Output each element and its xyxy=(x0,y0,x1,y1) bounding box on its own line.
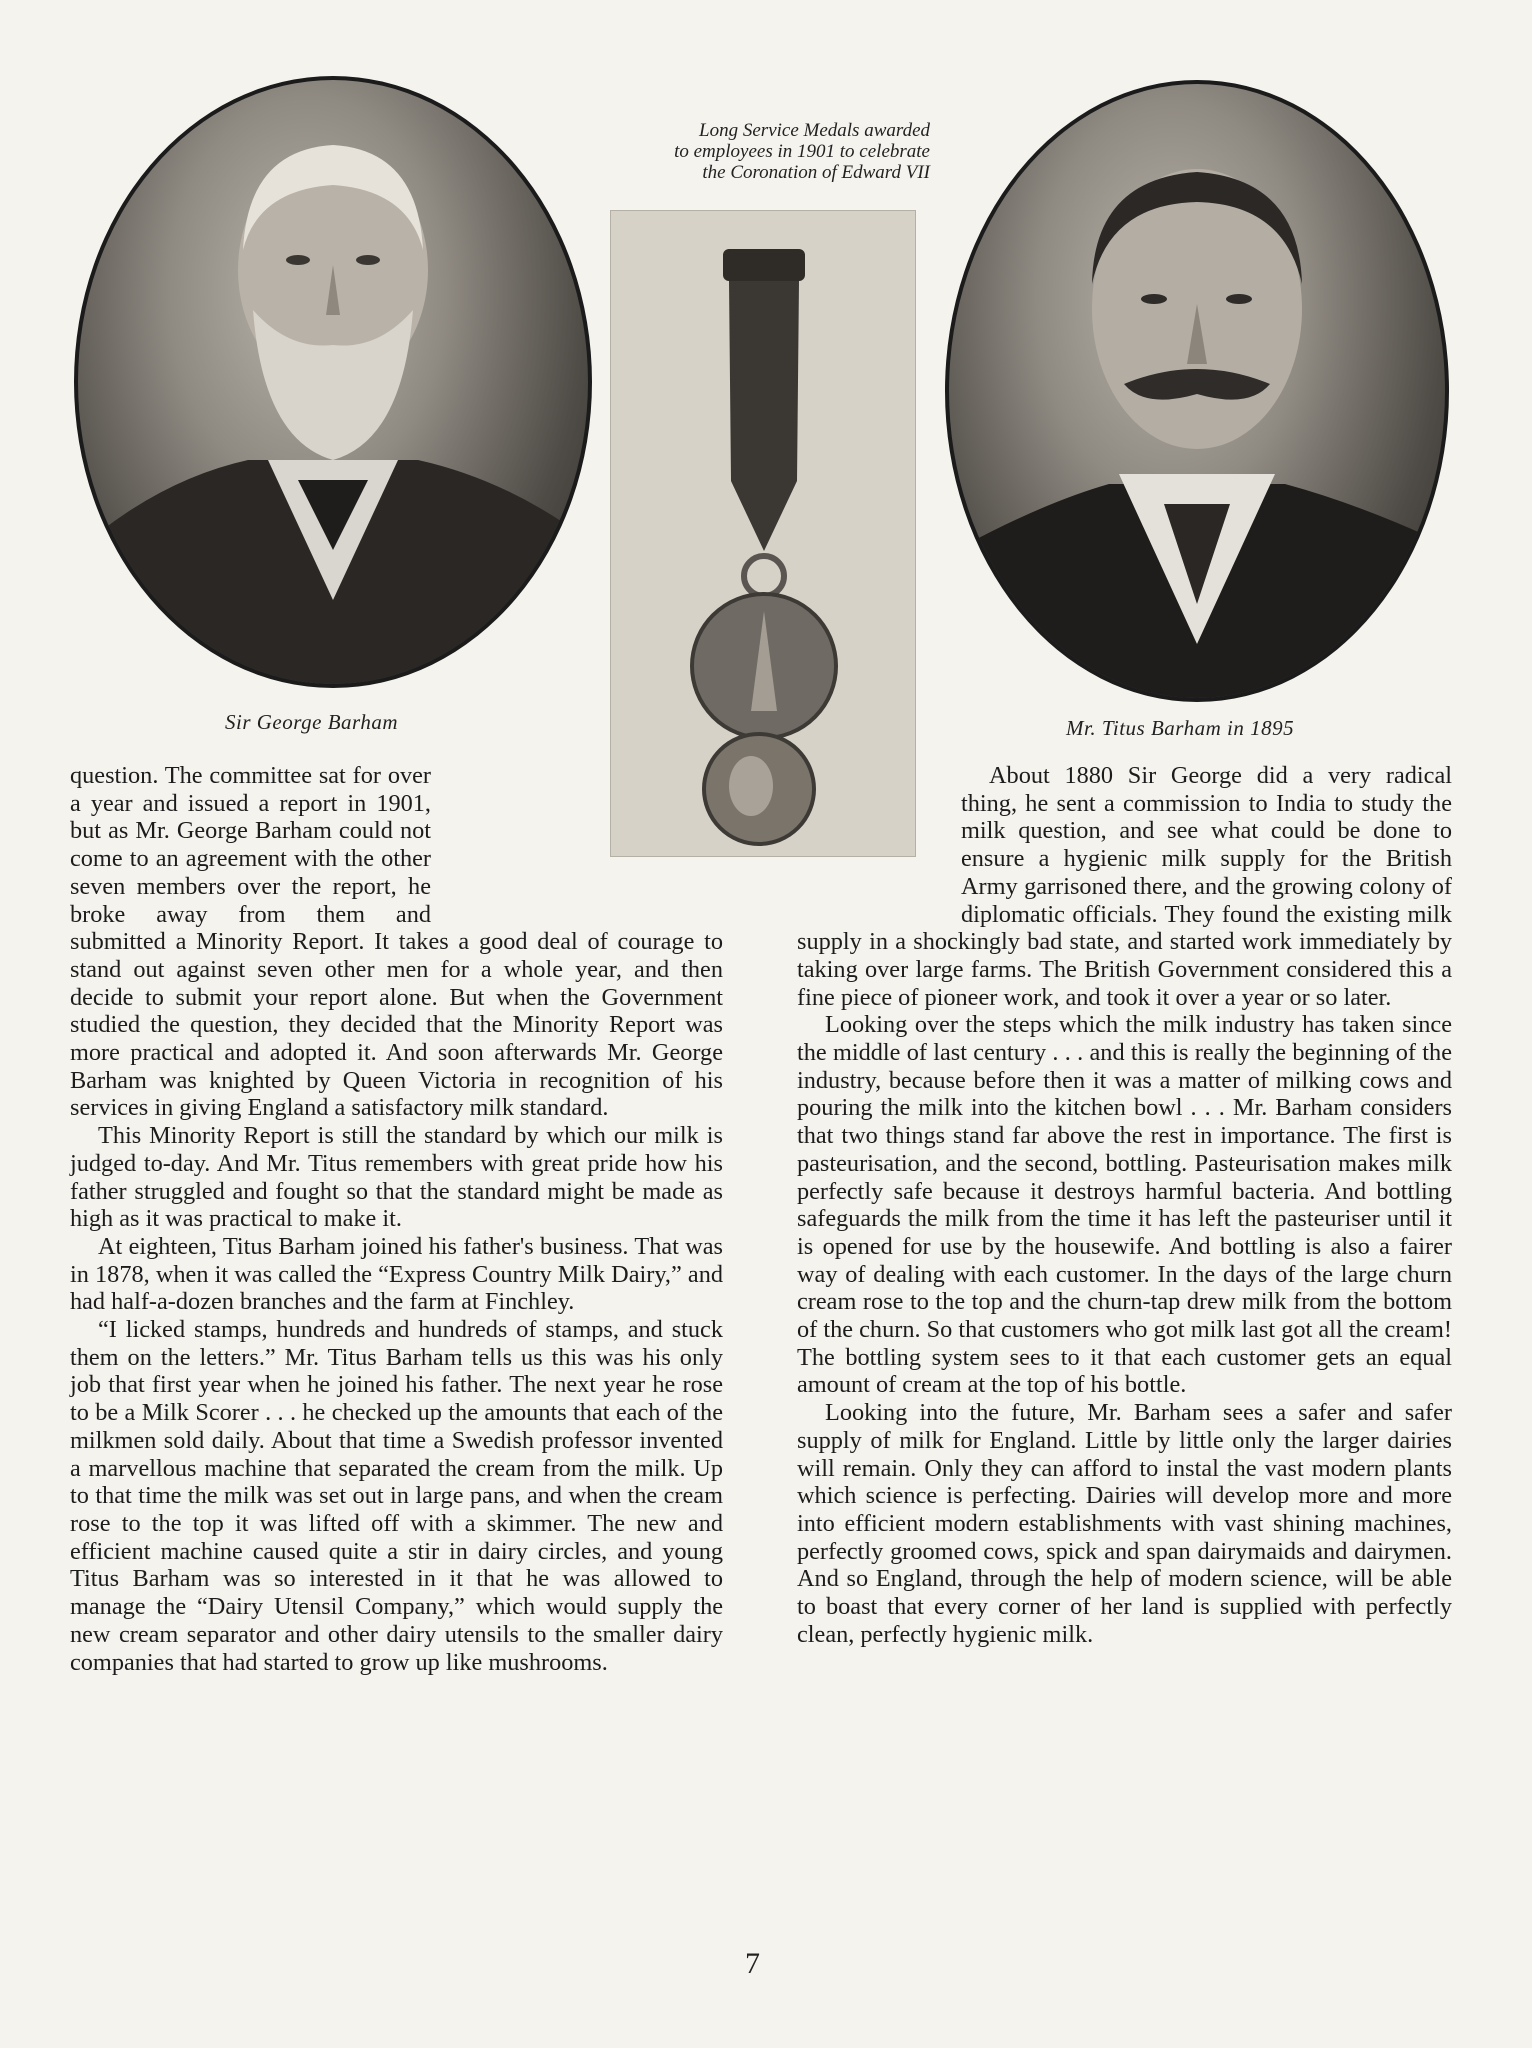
portrait-sir-george-barham xyxy=(74,76,592,688)
portrait-photo-icon xyxy=(78,80,588,684)
left-paragraph-2: This Minority Report is still the standard by which our milk is judged to-day. And Mr. Titus remembers with great pride how his father struggled and fought so that the standard might be made as high as it was practical to make it. xyxy=(70,1122,723,1233)
left-paragraph-4: “I licked stamps, hundreds and hundreds of stamps, and stuck them on the letters.” Mr. Titus Barham tells us this was his only job that first year when he joined his father. The next year he rose to be a Milk Scorer . . . he checked up the amounts that each of the milkmen sold daily. About that time a Swedish professor invented a marvellous machine that separated the cream from the milk. Up to that time the milk was set out in large pans, and when the cream rose to the top it was lifted off with a skimmer. The new and efficient machine caused quite a stir in dairy circles, and young Titus Barham was so interested in it that he was allowed to manage the “Dairy Utensil Company,” which would supply the new cream separator and other dairy utensils to the smaller dairy companies that had started to grow up like mushrooms. xyxy=(70,1316,723,1676)
medal-photo-icon xyxy=(611,211,915,856)
medal-caption-line-3: the Coronation of Edward VII xyxy=(702,162,930,183)
left-paragraph-1: question. The committee sat for over a year and issued a report in 1901, but as Mr. George Barham could not come to an agreement with the other seven members over the report, he broke away from them and submitted a Minority Report. It takes a good deal of courage to stand out against seven other men for a whole year, and then decide to submit your report alone. But when the Government studied the question, they decided that the Minority Report was more practical and adopted it. And soon afterwards Mr. George Barham was knighted by Queen Victoria in recognition of his services in giving England a satisfactory milk standard. xyxy=(70,762,723,1122)
caption-left-portrait: Sir George Barham xyxy=(225,710,398,734)
medal-photo xyxy=(610,210,916,857)
caption-right-portrait: Mr. Titus Barham in 1895 xyxy=(1066,716,1295,740)
portrait-photo-icon xyxy=(949,84,1445,698)
article-left-column xyxy=(70,762,723,1676)
right-paragraph-1: About 1880 Sir George did a very radical thing, he sent a commission to India to study the milk question, and see what could be done to ensure a hygienic milk supply for the British Army garrisoned there, and the growing colony of diplomatic officials. They found the existing milk supply in a shockingly bad state, and started work immediately by taking over large farms. The British Government considered this a fine piece of pioneer work, and took it over a year or so later. xyxy=(797,762,1452,1011)
medal-caption xyxy=(560,120,930,183)
page-number: 7 xyxy=(745,1947,760,1980)
medal-caption-line-1: Long Service Medals awarded xyxy=(699,120,930,141)
article-right-column xyxy=(797,762,1452,1649)
medal-caption-line-2: to employees in 1901 to celebrate xyxy=(674,141,930,162)
right-paragraph-3: Looking into the future, Mr. Barham sees a safer and safer supply of milk for England. Little by little only the larger dairies will remain. Only they can afford to instal the vast modern plants which science is perfecting. Dairies will develop more and more into efficient modern establishments with vast shining machines, perfectly groomed cows, spick and span dairymaids and dairymen. And so England, through the help of modern science, will be able to boast that every corner of her land is supplied with perfectly clean, perfectly hygienic milk. xyxy=(797,1399,1452,1648)
portrait-titus-barham xyxy=(945,80,1449,702)
right-paragraph-2: Looking over the steps which the milk industry has taken since the middle of last century . . . and this is really the beginning of the industry, because before then it was a matter of milking cows and pouring the milk into the kitchen bowl . . . Mr. Barham considers that two things stand far above the rest in importance. The first is pasteurisation, and the second, bottling. Pasteurisation makes milk perfectly safe because it destroys harmful bacteria. And bottling safeguards the milk from the time it has left the pasteuriser until it is opened for use by the housewife. And bottling is also a fairer way of dealing with each customer. In the days of the large churn cream rose to the top and the churn-tap drew milk from the bottom of the churn. So that customers who got milk last got all the cream! The bottling system sees to it that each customer gets an equal amount of cream at the top of his bottle. xyxy=(797,1011,1452,1399)
left-paragraph-3: At eighteen, Titus Barham joined his father's business. That was in 1878, when it was called the “Express Country Milk Dairy,” and had half-a-dozen branches and the farm at Finchley. xyxy=(70,1232,723,1316)
